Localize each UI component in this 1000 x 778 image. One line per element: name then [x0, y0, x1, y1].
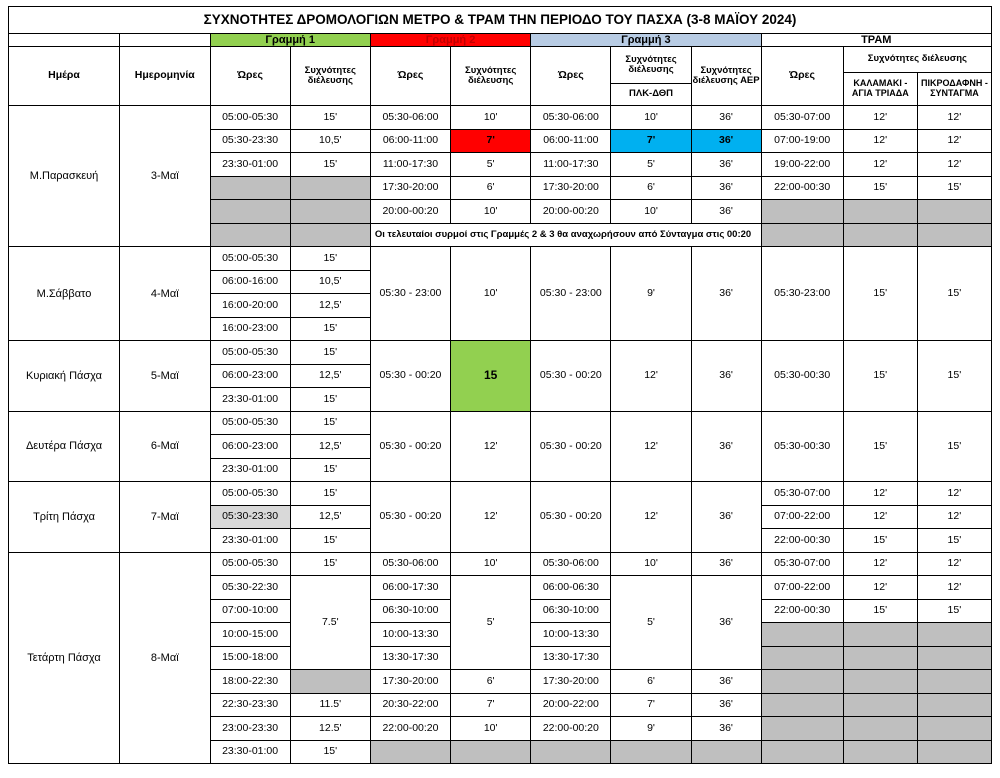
cell-l2-freq: 10' — [451, 552, 531, 576]
cell-l1-freq: 15' — [290, 411, 370, 435]
cell-tram-hours: 07:00-19:00 — [761, 129, 843, 153]
cell-tram-hours: 05:30-07:00 — [761, 552, 843, 576]
cell-l1-freq: 7.5' — [290, 576, 370, 670]
cell-l2-hours: 05:30 - 00:20 — [370, 341, 450, 412]
day-date: 8-Μαϊ — [120, 552, 210, 764]
cell-tram-pikrodafni: 12' — [917, 153, 991, 177]
page-title: ΣΥΧΝΟΤΗΤΕΣ ΔΡΟΜΟΛΟΓΙΩΝ ΜΕΤΡΟ & ΤΡΑΜ ΤΗΝ ΠΕΡΙΟΔΟ ΤΟΥ ΠΑΣΧΑ (3-8 ΜΑΪΟΥ 2024) — [9, 7, 992, 34]
cell-l2-freq: 10' — [451, 200, 531, 224]
cell-l1-freq: 10,5' — [290, 270, 370, 294]
cell-l2-freq: 10' — [451, 717, 531, 741]
cell-l3-aer: 36' — [691, 247, 761, 341]
cell-l1-hours: 05:00-05:30 — [210, 411, 290, 435]
day-name: Τρίτη Πάσχα — [9, 482, 120, 553]
cell-tram-pikrodafni: 15' — [917, 341, 991, 412]
cell-tram-kalamaki-empty — [843, 200, 917, 224]
cell-l1-hours: 23:30-01:00 — [210, 388, 290, 412]
cell-tram-pikrodafni: 15' — [917, 411, 991, 482]
cell-l1-hours: 05:30-22:30 — [210, 576, 290, 600]
cell-l3-hours: 17:30-20:00 — [531, 670, 611, 694]
cell-l2-hours: 05:30 - 00:20 — [370, 411, 450, 482]
day-name: Μ.Παρασκευή — [9, 106, 120, 247]
cell-l3-aer-empty — [691, 740, 761, 764]
cell-blank — [290, 223, 370, 247]
cell-tram-kalamaki: 12' — [843, 129, 917, 153]
cell-l2-freq: 10' — [451, 247, 531, 341]
cell-l2-freq: 6' — [451, 176, 531, 200]
cell-l3-hours: 05:30 - 00:20 — [531, 411, 611, 482]
cell-tram-kalamaki-empty — [843, 646, 917, 670]
cell-l2-hours: 05:30 - 23:00 — [370, 247, 450, 341]
cell-l2-hours-empty — [370, 740, 450, 764]
cell-l3-hours: 05:30-06:00 — [531, 552, 611, 576]
cell-tram-pikrodafni-empty — [917, 646, 991, 670]
cell-l1-hours: 07:00-10:00 — [210, 599, 290, 623]
cell-l1-hours: 16:00-20:00 — [210, 294, 290, 318]
day-date: 7-Μαϊ — [120, 482, 210, 553]
cell-l3-aer: 36' — [691, 482, 761, 553]
header-freq-l2: Συχνότητες διέλευσης — [451, 47, 531, 106]
cell-tram-pikrodafni: 15' — [917, 247, 991, 341]
cell-l2-hours: 20:30-22:00 — [370, 693, 450, 717]
cell-l3-aer: 36' — [691, 341, 761, 412]
header-plk-dth: ΠΛΚ-ΔΘΠ — [629, 88, 674, 100]
cell-l3-hours: 20:00-00:20 — [531, 200, 611, 224]
header-hours-l3: Ώρες — [531, 47, 611, 106]
corner-blank — [9, 34, 120, 47]
cell-tram-hours: 05:30-23:00 — [761, 247, 843, 341]
cell-tram-hours-empty — [761, 623, 843, 647]
cell-tram-pikrodafni-empty — [917, 717, 991, 741]
cell-l3-hours: 05:30 - 23:00 — [531, 247, 611, 341]
day-name: Κυριακή Πάσχα — [9, 341, 120, 412]
cell-blank — [917, 223, 991, 247]
cell-tram-hours: 05:30-00:30 — [761, 411, 843, 482]
header-freq-l1: Συχνότητες διέλευσης — [290, 47, 370, 106]
cell-l3-freq: 9' — [611, 247, 691, 341]
cell-l2-freq: 12' — [451, 482, 531, 553]
cell-tram-hours: 05:30-00:30 — [761, 341, 843, 412]
cell-l1-hours: 16:00-23:00 — [210, 317, 290, 341]
cell-l2-hours: 11:00-17:30 — [370, 153, 450, 177]
cell-l3-freq: 6' — [611, 670, 691, 694]
cell-l2-hours: 22:00-00:20 — [370, 717, 450, 741]
cell-l2-freq-empty — [451, 740, 531, 764]
cell-l3-hours: 06:00-11:00 — [531, 129, 611, 153]
cell-l2-hours: 17:30-20:00 — [370, 176, 450, 200]
cell-l3-freq-empty — [611, 740, 691, 764]
cell-tram-kalamaki: 12' — [843, 153, 917, 177]
cell-l1-hours: 10:00-15:00 — [210, 623, 290, 647]
cell-l3-aer: 36' — [691, 176, 761, 200]
cell-tram-pikrodafni: 12' — [917, 129, 991, 153]
header-freq-aer: Συχνότητες διέλευσης ΑΕΡ — [691, 47, 761, 106]
cell-l3-hours: 05:30-06:00 — [531, 106, 611, 130]
day-name: Μ.Σάββατο — [9, 247, 120, 341]
cell-l3-freq: 12' — [611, 411, 691, 482]
cell-l1-hours: 05:00-05:30 — [210, 552, 290, 576]
cell-l3-aer: 36' — [691, 552, 761, 576]
cell-l1-freq-empty — [290, 200, 370, 224]
cell-l3-freq-highlight: 7' — [611, 129, 691, 153]
cell-tram-kalamaki: 15' — [843, 599, 917, 623]
cell-l2-hours: 06:00-17:30 — [370, 576, 450, 600]
cell-l2-freq-highlight: 15 — [451, 341, 531, 412]
day-date: 5-Μαϊ — [120, 341, 210, 412]
cell-l1-freq: 12.5' — [290, 717, 370, 741]
cell-l1-hours: 15:00-18:00 — [210, 646, 290, 670]
cell-l1-freq: 15' — [290, 247, 370, 271]
cell-l3-freq: 9' — [611, 717, 691, 741]
cell-tram-pikrodafni-empty — [917, 693, 991, 717]
cell-l3-hours: 10:00-13:30 — [531, 623, 611, 647]
day-name: Τετάρτη Πάσχα — [9, 552, 120, 764]
cell-l1-freq: 12,5' — [290, 505, 370, 529]
header-freq-l3 — [611, 47, 691, 106]
cell-tram-kalamaki-empty — [843, 693, 917, 717]
cell-l2-hours: 20:00-00:20 — [370, 200, 450, 224]
cell-l3-aer: 36' — [691, 153, 761, 177]
cell-l1-freq: 11.5' — [290, 693, 370, 717]
cell-l1-freq: 12,5' — [290, 364, 370, 388]
schedule-table — [8, 6, 992, 764]
cell-l2-hours: 05:30-06:00 — [370, 552, 450, 576]
cell-tram-hours: 22:00-00:30 — [761, 599, 843, 623]
cell-l1-freq: 15' — [290, 552, 370, 576]
day-date: 4-Μαϊ — [120, 247, 210, 341]
cell-tram-pikrodafni-empty — [917, 200, 991, 224]
cell-l1-hours: 22:30-23:30 — [210, 693, 290, 717]
cell-l3-aer: 36' — [691, 106, 761, 130]
cell-l2-freq-highlight: 7' — [451, 129, 531, 153]
cell-l1-freq-empty — [290, 176, 370, 200]
cell-l2-freq: 5' — [451, 576, 531, 670]
group-line3: Γραμμή 3 — [531, 34, 761, 47]
day-name: Δευτέρα Πάσχα — [9, 411, 120, 482]
cell-l1-hours: 05:00-05:30 — [210, 482, 290, 506]
cell-l1-freq: 15' — [290, 740, 370, 764]
cell-l3-aer: 36' — [691, 576, 761, 670]
cell-tram-kalamaki-empty — [843, 623, 917, 647]
cell-tram-pikrodafni: 15' — [917, 599, 991, 623]
cell-l3-aer-highlight: 36' — [691, 129, 761, 153]
cell-tram-kalamaki: 15' — [843, 247, 917, 341]
cell-l2-hours: 05:30 - 00:20 — [370, 482, 450, 553]
cell-l1-hours: 23:30-01:00 — [210, 740, 290, 764]
header-tram-freq-top: Συχνότητες διέλευσης — [844, 47, 991, 73]
cell-l2-freq: 5' — [451, 153, 531, 177]
header-tram-kalamaki: ΚΑΛΑΜΑΚΙ - ΑΓΙΑ ΤΡΙΑΔΑ — [844, 73, 918, 105]
cell-l3-hours: 11:00-17:30 — [531, 153, 611, 177]
cell-l1-freq: 15' — [290, 529, 370, 553]
cell-l3-hours: 06:00-06:30 — [531, 576, 611, 600]
cell-l2-hours: 13:30-17:30 — [370, 646, 450, 670]
cell-tram-pikrodafni: 15' — [917, 176, 991, 200]
cell-l1-hours: 06:00-16:00 — [210, 270, 290, 294]
cell-l1-freq: 15' — [290, 388, 370, 412]
cell-blank — [210, 223, 290, 247]
corner-blank2 — [120, 34, 210, 47]
cell-tram-pikrodafni-empty — [917, 623, 991, 647]
cell-tram-kalamaki: 15' — [843, 176, 917, 200]
cell-tram-kalamaki: 15' — [843, 411, 917, 482]
cell-l3-aer: 36' — [691, 717, 761, 741]
cell-l3-freq: 12' — [611, 341, 691, 412]
header-tram-pikrodafni: ΠΙΚΡΟΔΑΦΝΗ - ΣΥΝΤΑΓΜΑ — [921, 78, 988, 99]
cell-l3-freq: 10' — [611, 200, 691, 224]
cell-l1-hours: 05:00-05:30 — [210, 106, 290, 130]
group-tram: ΤΡΑΜ — [761, 34, 991, 47]
cell-l3-freq: 10' — [611, 552, 691, 576]
cell-l3-freq: 7' — [611, 693, 691, 717]
cell-l1-freq: 15' — [290, 153, 370, 177]
cell-tram-hours: 22:00-00:30 — [761, 529, 843, 553]
cell-tram-hours-empty — [761, 646, 843, 670]
cell-l2-freq: 12' — [451, 411, 531, 482]
cell-l2-hours: 05:30-06:00 — [370, 106, 450, 130]
cell-tram-hours: 07:00-22:00 — [761, 505, 843, 529]
cell-tram-kalamaki: 12' — [843, 106, 917, 130]
cell-l3-hours: 05:30 - 00:20 — [531, 482, 611, 553]
cell-l1-hours: 23:30-01:00 — [210, 153, 290, 177]
cell-tram-pikrodafni-empty — [917, 740, 991, 764]
cell-l1-hours: 23:30-01:00 — [210, 458, 290, 482]
cell-l1-freq: 12,5' — [290, 294, 370, 318]
cell-l1-hours: 06:00-23:00 — [210, 364, 290, 388]
cell-l1-hours: 23:30-01:00 — [210, 529, 290, 553]
header-hours-l2: Ώρες — [370, 47, 450, 106]
cell-l2-hours: 06:30-10:00 — [370, 599, 450, 623]
cell-l1-hours-highlight: 05:30-23:30 — [210, 505, 290, 529]
cell-tram-hours: 07:00-22:00 — [761, 576, 843, 600]
cell-tram-kalamaki: 15' — [843, 529, 917, 553]
cell-tram-pikrodafni: 12' — [917, 552, 991, 576]
cell-tram-pikrodafni: 15' — [917, 529, 991, 553]
cell-l2-freq: 7' — [451, 693, 531, 717]
cell-l3-hours-empty — [531, 740, 611, 764]
cell-l3-hours: 17:30-20:00 — [531, 176, 611, 200]
cell-l1-freq: 15' — [290, 341, 370, 365]
cell-l1-freq: 10,5' — [290, 129, 370, 153]
footnote-last-trains: Οι τελευταίοι συρμοί στις Γραμμές 2 & 3 θα αναχωρήσουν από Σύνταγμα στις 00:20 — [370, 223, 761, 247]
cell-l1-hours-empty — [210, 200, 290, 224]
cell-l2-hours: 06:00-11:00 — [370, 129, 450, 153]
cell-l2-hours: 17:30-20:00 — [370, 670, 450, 694]
cell-l1-hours: 23:00-23:30 — [210, 717, 290, 741]
cell-tram-hours: 19:00-22:00 — [761, 153, 843, 177]
cell-tram-hours: 05:30-07:00 — [761, 106, 843, 130]
day-date: 6-Μαϊ — [120, 411, 210, 482]
cell-l3-hours: 22:00-00:20 — [531, 717, 611, 741]
cell-tram-hours: 05:30-07:00 — [761, 482, 843, 506]
cell-l3-freq: 10' — [611, 106, 691, 130]
cell-tram-pikrodafni-empty — [917, 670, 991, 694]
cell-l3-aer: 36' — [691, 670, 761, 694]
cell-l1-freq: 15' — [290, 482, 370, 506]
cell-l1-hours-empty — [210, 176, 290, 200]
cell-tram-hours-empty — [761, 200, 843, 224]
cell-l3-freq: 5' — [611, 153, 691, 177]
cell-l1-freq: 15' — [290, 317, 370, 341]
cell-tram-hours: 22:00-00:30 — [761, 176, 843, 200]
group-line1: Γραμμή 1 — [210, 34, 370, 47]
cell-tram-kalamaki: 12' — [843, 482, 917, 506]
cell-l3-aer: 36' — [691, 411, 761, 482]
cell-l1-hours: 05:30-23:30 — [210, 129, 290, 153]
cell-l3-freq: 6' — [611, 176, 691, 200]
header-hours-tram: Ώρες — [761, 47, 843, 106]
cell-tram-hours-empty — [761, 740, 843, 764]
cell-tram-kalamaki: 15' — [843, 341, 917, 412]
cell-l3-aer: 36' — [691, 200, 761, 224]
cell-tram-kalamaki: 12' — [843, 505, 917, 529]
cell-l3-hours: 13:30-17:30 — [531, 646, 611, 670]
cell-tram-hours-empty — [761, 670, 843, 694]
group-line2: Γραμμή 2 — [370, 34, 530, 47]
cell-l2-hours: 10:00-13:30 — [370, 623, 450, 647]
cell-tram-pikrodafni: 12' — [917, 106, 991, 130]
cell-l3-aer: 36' — [691, 693, 761, 717]
cell-l1-hours: 05:00-05:30 — [210, 247, 290, 271]
cell-l3-hours: 20:00-22:00 — [531, 693, 611, 717]
cell-tram-hours-empty — [761, 693, 843, 717]
header-date: Ημερομηνία — [120, 47, 210, 106]
cell-l1-hours: 18:00-22:30 — [210, 670, 290, 694]
header-day: Ημέρα — [9, 47, 120, 106]
day-date: 3-Μαϊ — [120, 106, 210, 247]
cell-l1-hours: 05:00-05:30 — [210, 341, 290, 365]
header-tram-freq — [843, 47, 991, 106]
cell-l3-hours: 06:30-10:00 — [531, 599, 611, 623]
cell-l3-hours: 05:30 - 00:20 — [531, 341, 611, 412]
cell-l1-freq: 15' — [290, 458, 370, 482]
cell-tram-kalamaki-empty — [843, 740, 917, 764]
header-freq-l3-top: Συχνότητες διέλευσης — [611, 47, 690, 84]
cell-l1-freq: 15' — [290, 106, 370, 130]
cell-l1-freq-empty — [290, 670, 370, 694]
cell-tram-kalamaki: 12' — [843, 552, 917, 576]
cell-l3-freq: 5' — [611, 576, 691, 670]
cell-tram-pikrodafni: 12' — [917, 576, 991, 600]
cell-l2-freq: 6' — [451, 670, 531, 694]
cell-l2-freq: 10' — [451, 106, 531, 130]
cell-tram-kalamaki-empty — [843, 717, 917, 741]
cell-tram-pikrodafni: 12' — [917, 505, 991, 529]
cell-l3-freq: 12' — [611, 482, 691, 553]
cell-blank — [761, 223, 843, 247]
cell-l1-freq: 12,5' — [290, 435, 370, 459]
cell-tram-pikrodafni: 12' — [917, 482, 991, 506]
cell-tram-hours-empty — [761, 717, 843, 741]
header-hours-l1: Ώρες — [210, 47, 290, 106]
cell-l1-hours: 06:00-23:00 — [210, 435, 290, 459]
cell-tram-kalamaki-empty — [843, 670, 917, 694]
cell-blank — [843, 223, 917, 247]
cell-tram-kalamaki: 12' — [843, 576, 917, 600]
